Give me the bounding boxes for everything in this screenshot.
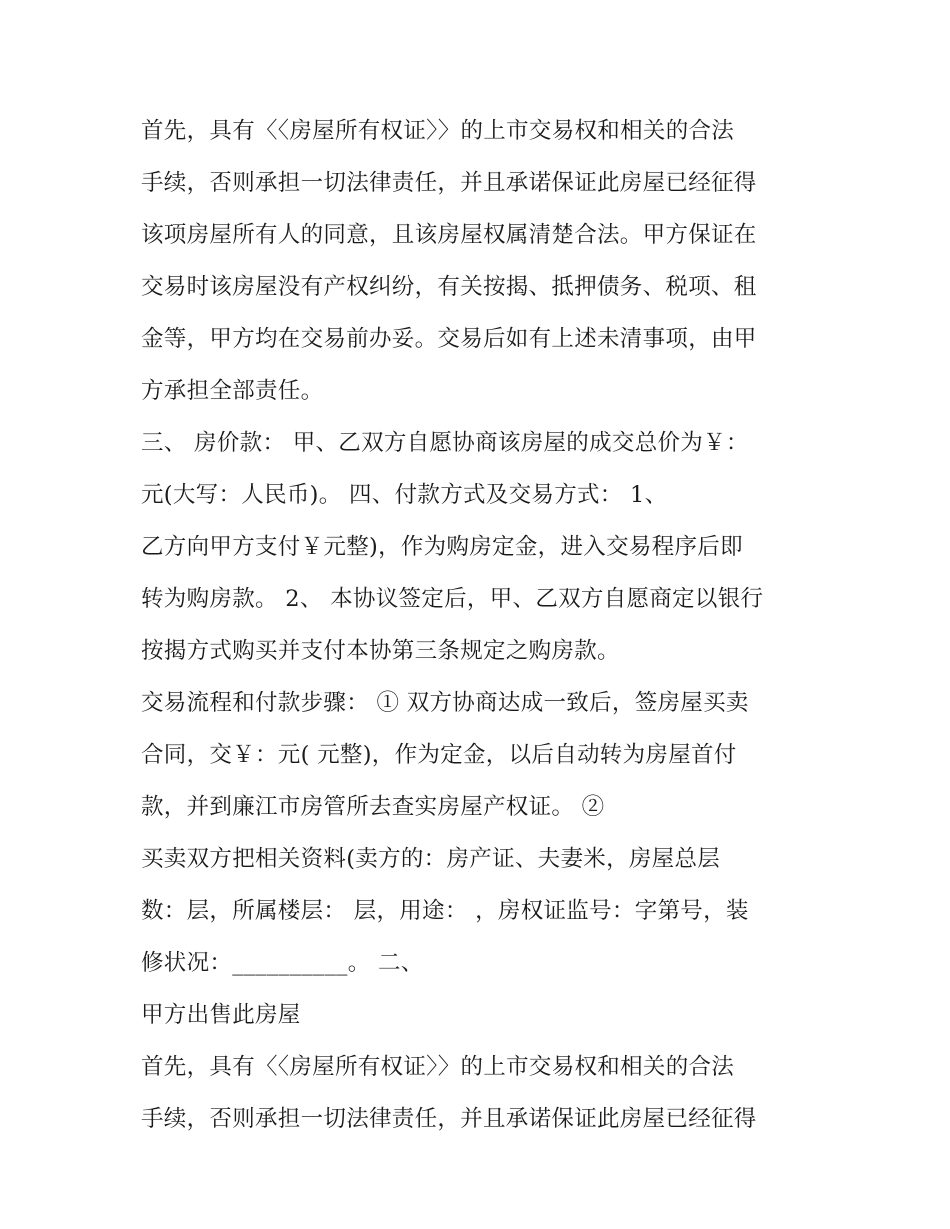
text-line: 元(大写：人民币)。 四、付款方式及交易方式： 1、 (141, 482, 668, 508)
text-line: 交易时该房屋没有产权纠纷，有关按揭、抵押债务、税项、租 (141, 274, 757, 300)
text-line: 手续，否则承担一切法律责任，并且承诺保证此房屋已经征得 (141, 170, 757, 196)
document-body (141, 105, 821, 1145)
text-line: 交易流程和付款步骤： ① 双方协商达成一致后，签房屋买卖 (141, 690, 749, 716)
text-line: 方承担全部责任。 (141, 378, 324, 404)
text-line: 金等，甲方均在交易前办妥。交易后如有上述未清事项，由甲 (141, 326, 757, 352)
text-line: 该项房屋所有人的同意，且该房屋权属清楚合法。甲方保证在 (141, 222, 757, 248)
text-line: 三、 房价款： 甲、乙双方自愿协商该房屋的成交总价为￥： (141, 430, 749, 456)
text-line: 首先，具有〈〈房屋所有权证〉〉的上市交易权和相关的合法 (141, 1054, 735, 1080)
text-line: 按揭方式购买并支付本协第三条规定之购房款。 (141, 638, 620, 664)
text-line: 甲方出售此房屋 (141, 1002, 301, 1028)
text-line: 款，并到廉江市房管所去查实房屋产权证。 ② (141, 794, 605, 820)
text-line: 合同，交￥：元( 元整)，作为定金，以后自动转为房屋首付 (141, 742, 737, 768)
text-line: 数：层，所属楼层： 层，用途： ，房权证监号：字第号，装 (141, 898, 749, 924)
text-line: 手续，否则承担一切法律责任，并且承诺保证此房屋已经征得 (141, 1106, 757, 1132)
text-line: 买卖双方把相关资料(卖方的：房产证、夫妻米，房屋总层 (141, 846, 721, 872)
text-line: 转为购房款。 2、 本协议签定后，甲、乙双方自愿商定以银行 (141, 586, 764, 612)
text-line: 乙方向甲方支付￥元整)，作为购房定金，进入交易程序后即 (141, 534, 743, 560)
text-line: 首先，具有〈〈房屋所有权证〉〉的上市交易权和相关的合法 (141, 118, 735, 144)
text-line: 修状况：__________。 二、 (141, 950, 424, 976)
